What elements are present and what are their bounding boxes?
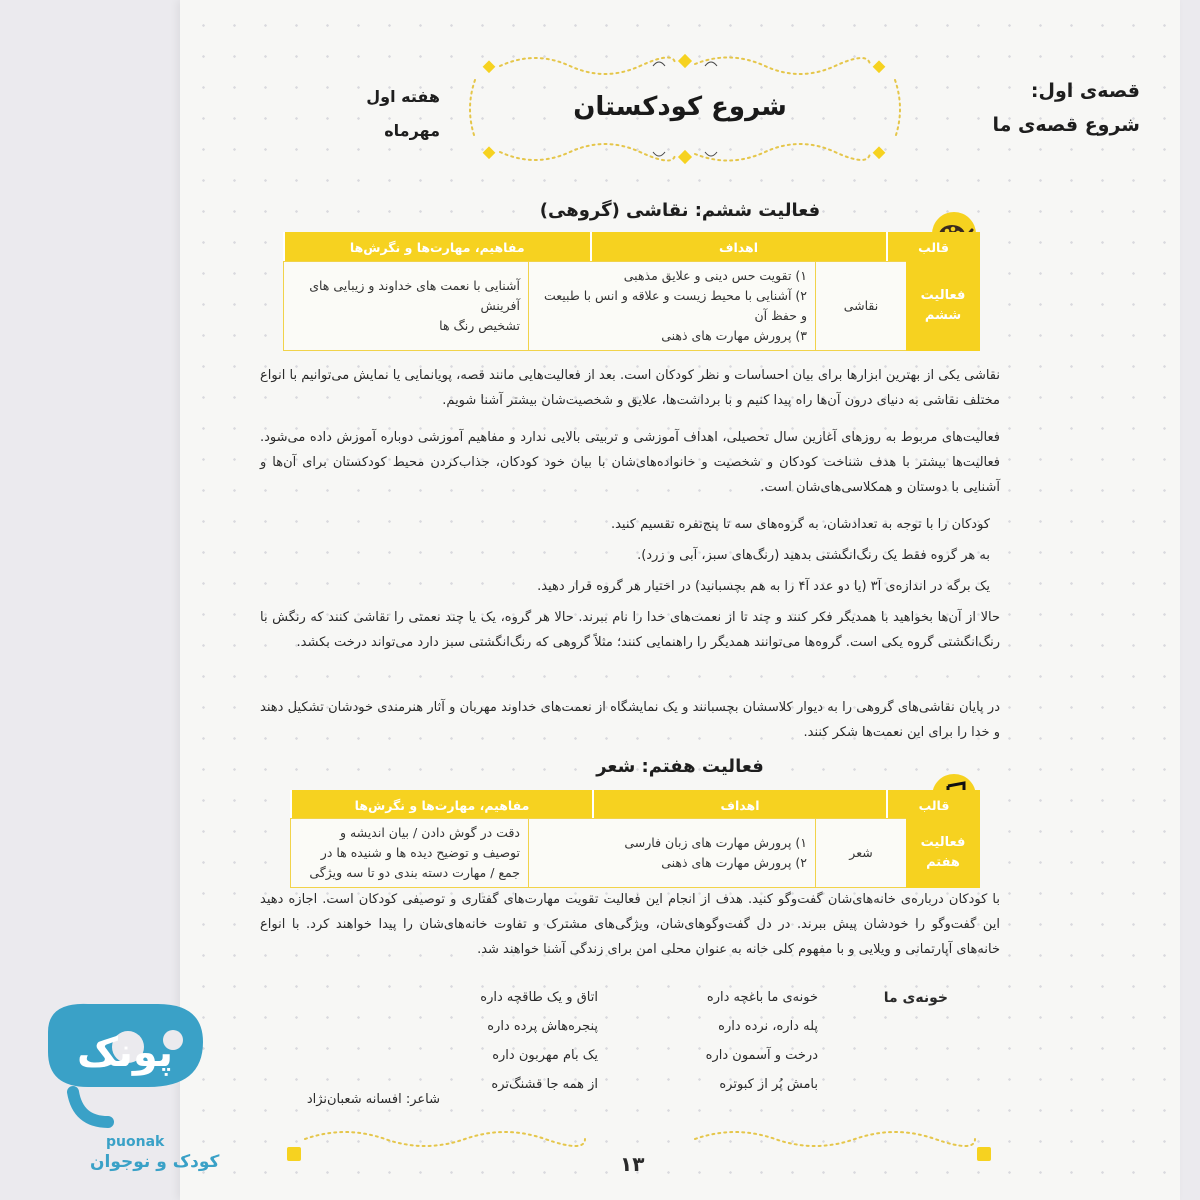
activity6-table: [283, 232, 980, 264]
goal-item: ۳) پرورش مهارت های ذهنی: [661, 328, 807, 343]
poem-line: بامش پُر از کبوتره: [719, 1077, 818, 1092]
table-row: [291, 819, 980, 888]
col-header-concepts: مفاهیم، مهارت‌ها و نگرش‌ها: [284, 232, 591, 263]
goal-item: ۱) پرورش مهارت های زبان فارسی: [624, 835, 807, 850]
form-cell: نقاشی: [816, 262, 907, 351]
form-cell: شعر: [816, 819, 907, 888]
paragraph: نقاشی یکی از بهترین ابزارها برای بیان احساسات و نظر کودکان است. بعد از فعالیت‌هایی مانند قصه، پویانمایی یا نمایش می‌توانیم با انواع مختلف نقاشی به دنیای درون آن‌ها راه پیدا کنیم و با برداشت‌ها، علایق و شخصیت‌شان بیشتر آشنا شویم.: [260, 368, 1000, 408]
concepts-cell: دقت در گوش دادن / بیان اندیشه و توصیف و توضیح دیده ها و شنیده ها در جمع / مهارت دسته بندی دو تا سه ویژگی: [291, 819, 529, 888]
poem-line: اتاق و یک طاقچه داره: [480, 990, 598, 1005]
concept-item: آشنایی با نعمت های خداوند و زیبایی های آفرینش: [309, 278, 520, 313]
paragraph: حالا از آن‌ها بخواهید با همدیگر فکر کنند و چند تا از نعمت‌های خدا را نام ببرند. حالا هر گروه، یک یا چند نعمتی را نقاشی کنند که رنگش با رنگ‌انگشتی گروه یکی است. گروه‌ها می‌توانند همدیگر را راهنمایی کنند؛ مثلاً گروهی که رنگ‌انگشتی سبز دارد می‌تواند درخت بکشد.: [260, 610, 1000, 650]
book-page: [180, 0, 1180, 1200]
table-header-row: [284, 232, 980, 263]
poem-line: درخت و آسمون داره: [705, 1048, 818, 1063]
activity6-title: فعالیت ششم: نقاشی (گروهی): [539, 200, 821, 221]
story-line1: قصه‌ی اول:: [1030, 80, 1140, 102]
week-text: هفته اول: [366, 87, 440, 106]
concepts-cell: [284, 262, 529, 351]
goals-cell: [529, 262, 816, 351]
row-label: فعالیت ششم: [907, 262, 980, 351]
paragraph: به هر گروه فقط یک رنگ‌انگشتی بدهید (رنگ‌های سبز، آبی و زرد).: [637, 548, 990, 563]
poem-line: پله داره، نرده داره: [718, 1019, 818, 1034]
week-label: [330, 80, 440, 148]
logo-wordmark: پونک: [76, 1030, 174, 1076]
story-line2: شروع قصه‌ی ما: [992, 114, 1140, 136]
paragraph: در پایان نقاشی‌های گروهی را به دیوار کلاسشان بچسبانند و یک نمایشگاه از نعمت‌های خداوند مهربان و آثار هنرمندی خودشان تشکیل دهند و خدا را برای این نعمت‌ها شکر کنند.: [260, 700, 1000, 740]
story-label: [992, 74, 1140, 142]
activity6-body: [283, 261, 980, 351]
page-number: ۱۳: [620, 1152, 645, 1176]
paragraph: کودکان را با توجه به تعدادشان، به گروه‌های سه تا پنج‌نفره تقسیم کنید.: [610, 517, 990, 532]
month-text: مهرماه: [384, 121, 440, 140]
activity7-table: [290, 790, 980, 820]
concept-item: تشخیص رنگ ها: [439, 318, 520, 333]
poem-line: از همه جا قشنگ‌تره: [491, 1077, 598, 1092]
table-row: [284, 262, 980, 351]
table-header-row: [291, 790, 980, 820]
paragraph: با کودکان درباره‌ی خانه‌های‌شان گفت‌وگو کنید. هدف از انجام این فعالیت تقویت مهارت‌های گفتاری و توصیفی کودکان است. اجازه دهید این گفت‌وگو را خودشان پیش ببرند. در دل گفت‌وگوهای‌شان، ویژگی‌های مشترک و تفاوت خانه‌های‌شان را پیدا خواهند کرد. با انواع خانه‌های آپارتمانی و ویلایی و با مفهوم کلی خانه به عنوان محلی امن برای زندگی آشنا خواهند شد.: [260, 892, 1000, 957]
col-header-concepts: مفاهیم، مهارت‌ها و نگرش‌ها: [291, 790, 593, 820]
col-header-form: قالب: [887, 790, 980, 820]
paragraph: فعالیت‌های مربوط به روزهای آغازین سال تحصیلی، اهداف آموزشی و تربیتی بالایی ندارد و مفاهیم آموزشی دوباره آموزش داده می‌شود. فعالیت‌ها بیشتر با هدف شناخت کودکان و شخصیت و خانواده‌های‌شان با بیان خود کودکان، جذاب‌کردن محیط کودکستان برای آن‌ها و آشنایی با دوستان و همکلاسی‌های‌شان است.: [260, 430, 1000, 495]
poet-credit: شاعر: افسانه شعبان‌نژاد: [306, 1092, 440, 1107]
activity7-body: [290, 818, 980, 888]
poem-line: پنجره‌هاش پرده داره: [487, 1019, 598, 1034]
poem-line: یک بام مهربون داره: [492, 1048, 598, 1063]
logo-subtitle: کودک و نوجوان: [90, 1152, 220, 1172]
row-label: فعالیت هفتم: [907, 819, 980, 888]
activity7-title: فعالیت هفتم: شعر: [596, 756, 764, 777]
poem-line: خونه‌ی ما باغچه داره: [706, 990, 818, 1005]
poem-column-2: [418, 983, 598, 1099]
page-title: شروع کودکستان: [573, 92, 787, 122]
goal-item: ۲) آشنایی با محیط زیست و علاقه و انس با طبیعت و حفظ آن: [543, 288, 807, 323]
col-header-goals: اهداف: [591, 232, 887, 263]
poem-title: خونه‌ی ما: [883, 990, 948, 1006]
col-header-form: قالب: [887, 232, 980, 263]
goals-cell: [529, 819, 816, 888]
col-header-goals: اهداف: [593, 790, 887, 820]
goal-item: ۲) پرورش مهارت های ذهنی: [661, 855, 807, 870]
poem-column-1: [638, 983, 818, 1099]
goal-item: ۱) تقویت حس دینی و علایق مذهبی: [623, 268, 807, 283]
paragraph: یک برگه در اندازه‌ی آ۳ (یا دو عدد آ۴ را به هم بچسبانید) در اختیار هر گروه قرار دهید.: [537, 579, 990, 594]
logo-latin-text: puonak: [106, 1134, 165, 1150]
